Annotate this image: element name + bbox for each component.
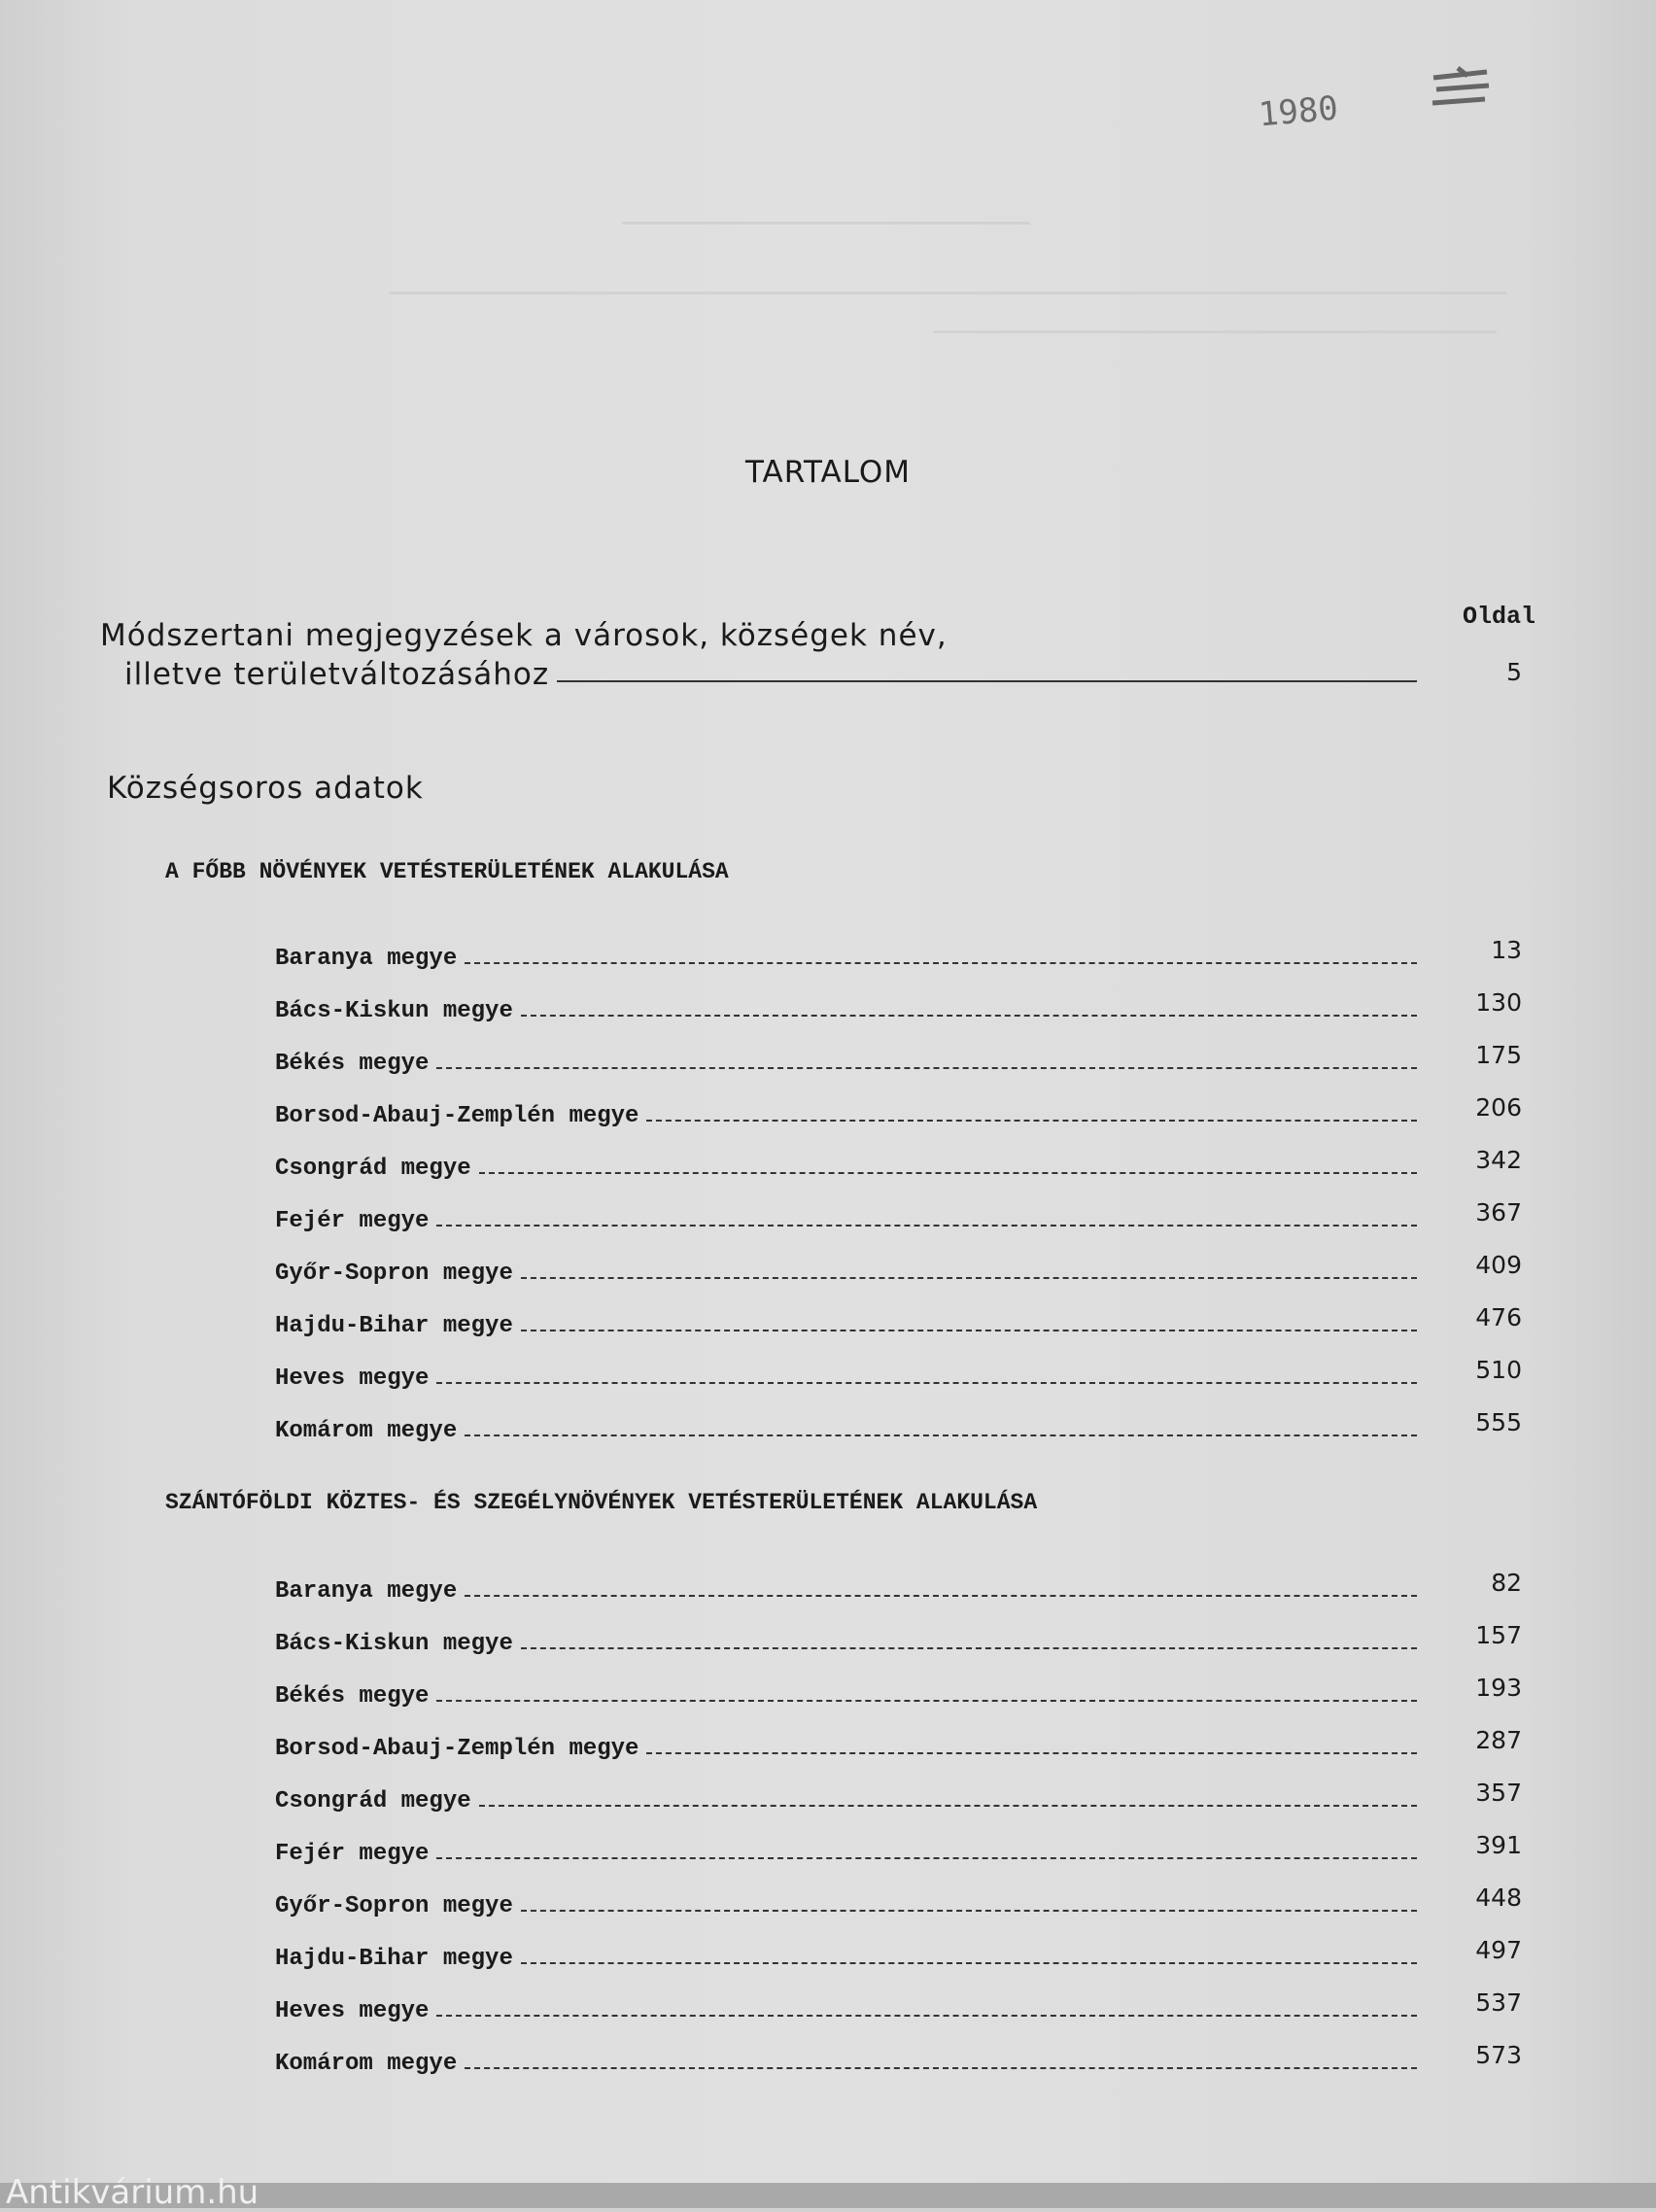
- method-notes-page: 5: [1506, 658, 1522, 686]
- leader-line: [436, 1382, 1417, 1384]
- watermark: Antikvárium.hu: [6, 2173, 259, 2212]
- page-number: 206: [1475, 1093, 1522, 1122]
- toc-row: [275, 1198, 1522, 1234]
- leader-line: [479, 1805, 1417, 1807]
- page-number: 82: [1491, 1569, 1522, 1597]
- county-name: Csongrád megye: [275, 1788, 471, 1815]
- leader-line: [436, 1700, 1417, 1702]
- county-name: Heves megye: [275, 1998, 430, 2024]
- page-column-header: Oldal: [1463, 603, 1536, 631]
- leader-line: [646, 1752, 1417, 1754]
- county-name: Borsod-Abauj-Zemplén megye: [275, 1103, 639, 1129]
- page-number: 342: [1475, 1146, 1522, 1174]
- county-name: Heves megye: [275, 1365, 430, 1392]
- leader-line: [521, 1330, 1417, 1331]
- group-heading: SZÁNTÓFÖLDI KÖZTES- ÉS SZEGÉLYNÖVÉNYEK VETÉSTERÜLETÉNEK ALAKULÁSA: [165, 1490, 1038, 1515]
- leader-line: [436, 1067, 1417, 1069]
- bleed-through-line: [933, 330, 1497, 351]
- method-notes-line2: illetve területváltozásához: [124, 657, 550, 692]
- section-title: Községsoros adatok: [107, 771, 424, 806]
- leader-line: [479, 1172, 1417, 1174]
- leader-line: [557, 680, 1417, 682]
- bleed-through-line: [389, 292, 1506, 312]
- page-number: 130: [1475, 988, 1522, 1017]
- page-number: 448: [1475, 1884, 1522, 1912]
- county-name: Borsod-Abauj-Zemplén megye: [275, 1736, 639, 1762]
- page-number: 573: [1475, 2041, 1522, 2069]
- county-name: Békés megye: [275, 1683, 430, 1710]
- leader-line: [521, 1277, 1417, 1279]
- toc-row: [275, 1936, 1522, 1972]
- page-number: 497: [1475, 1936, 1522, 1964]
- toc-row: [275, 1408, 1522, 1444]
- toc-row: [275, 1886, 1522, 1919]
- leader-line: [521, 1647, 1417, 1649]
- county-name: Komárom megye: [275, 2051, 458, 2077]
- page-number: 510: [1475, 1356, 1522, 1384]
- page-number: 357: [1475, 1779, 1522, 1807]
- county-name: Győr-Sopron megye: [275, 1261, 513, 1287]
- leader-line: [465, 2067, 1417, 2069]
- county-name: Hajdu-Bihar megye: [275, 1946, 513, 1972]
- toc-row: [275, 936, 1522, 972]
- method-notes-entry: [124, 653, 1522, 692]
- toc-row: [275, 1251, 1522, 1287]
- county-name: Csongrád megye: [275, 1156, 471, 1182]
- toc-row: [275, 1303, 1522, 1339]
- leader-line: [465, 1595, 1417, 1597]
- bleed-through-line: [622, 222, 1030, 242]
- county-name: Komárom megye: [275, 1418, 458, 1444]
- handwritten-mark: [1429, 66, 1497, 115]
- leader-line: [521, 1910, 1417, 1912]
- county-name: Fejér megye: [275, 1208, 430, 1234]
- county-name: Bács-Kiskun megye: [275, 1631, 513, 1657]
- page-number: 367: [1475, 1198, 1522, 1227]
- page-number: 13: [1491, 936, 1522, 964]
- toc-row: [275, 1726, 1522, 1762]
- toc-row: [275, 1356, 1522, 1392]
- toc-row: [275, 1146, 1522, 1182]
- toc-row: [275, 1093, 1522, 1129]
- toc-row: [275, 1831, 1522, 1867]
- leader-line: [465, 1434, 1417, 1436]
- county-name: Győr-Sopron megye: [275, 1893, 513, 1919]
- page-number: 537: [1475, 1988, 1522, 2017]
- page-number: 391: [1475, 1831, 1522, 1859]
- toc-row: [275, 988, 1522, 1024]
- page-number: 175: [1475, 1041, 1522, 1069]
- toc-row: [275, 1988, 1522, 2024]
- toc-row: [275, 2041, 1522, 2077]
- leader-line: [436, 2015, 1417, 2017]
- county-name: Baranya megye: [275, 1578, 458, 1605]
- county-name: Baranya megye: [275, 946, 458, 972]
- page-number: 157: [1475, 1621, 1522, 1649]
- leader-line: [436, 1857, 1417, 1859]
- group-heading: A FŐBB NÖVÉNYEK VETÉSTERÜLETÉNEK ALAKULÁSA: [165, 859, 729, 884]
- county-name: Békés megye: [275, 1051, 430, 1077]
- page-number: 476: [1475, 1303, 1522, 1331]
- toc-row: [275, 1621, 1522, 1657]
- page-title: TARTALOM: [744, 455, 912, 490]
- page-number: 555: [1475, 1408, 1522, 1436]
- leader-line: [436, 1225, 1417, 1227]
- leader-line: [646, 1120, 1417, 1122]
- leader-line: [521, 1962, 1417, 1964]
- page-number: 193: [1475, 1674, 1522, 1702]
- county-name: Hajdu-Bihar megye: [275, 1313, 513, 1339]
- toc-row: [275, 1676, 1522, 1710]
- leader-line: [521, 1015, 1417, 1017]
- page-number: 287: [1475, 1726, 1522, 1754]
- toc-row: [275, 1041, 1522, 1077]
- leader-line: [465, 962, 1417, 964]
- archive-stamp: 1980: [1257, 88, 1340, 135]
- toc-row: [275, 1781, 1522, 1815]
- page-number: 409: [1475, 1251, 1522, 1279]
- county-name: Fejér megye: [275, 1841, 430, 1867]
- toc-row: [275, 1569, 1522, 1605]
- method-notes-line1: Módszertani megjegyzések a városok, községek név,: [100, 618, 948, 653]
- county-name: Bács-Kiskun megye: [275, 998, 513, 1024]
